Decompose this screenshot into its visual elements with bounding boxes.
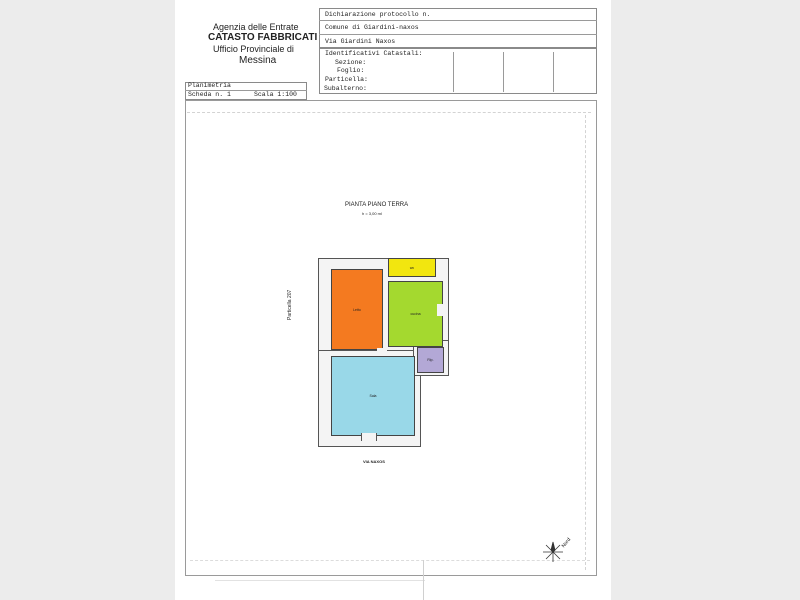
room-letto: Letto [331, 269, 383, 350]
room-rip: Rip. [417, 347, 444, 373]
particella-label: Particella: [325, 76, 368, 83]
office-name: Ufficio Provinciale di [213, 44, 294, 54]
plan-subtitle: h = 3,00 ml [362, 211, 382, 216]
city-name: Messina [239, 55, 277, 66]
foglio-label: Foglio: [337, 67, 365, 74]
cadastral-sheet [175, 0, 611, 600]
via-label: Via Giardini Naxos [325, 38, 396, 45]
planimetria-title: Planimetria [188, 82, 231, 89]
subalterno-label: Subalterno: [324, 85, 367, 92]
comune-label: Comune di Giardini-naxos [325, 24, 419, 31]
room-sala: Sala [331, 356, 415, 436]
room-wc: wc [388, 258, 436, 277]
identificativi-title: Identificativi Catastali: [325, 50, 423, 57]
room-cucina: cucina [388, 281, 443, 347]
street-label: VIA NAXOS [363, 459, 385, 464]
sezione-label: Sezione: [335, 59, 367, 66]
plan-title: PIANTA PIANO TERRA [345, 202, 409, 208]
scala-label: Scala 1:100 [254, 91, 297, 98]
scheda-label: Scheda n. 1 [188, 91, 231, 98]
dichiarazione-label: Dichiarazione protocollo n. [325, 11, 431, 18]
side-label: Particella 207 [287, 289, 293, 320]
agency-name: Agenzia delle Entrate [213, 22, 299, 32]
catasto-title: CATASTO FABBRICATI [208, 32, 318, 43]
north-label: Nord [560, 536, 573, 550]
